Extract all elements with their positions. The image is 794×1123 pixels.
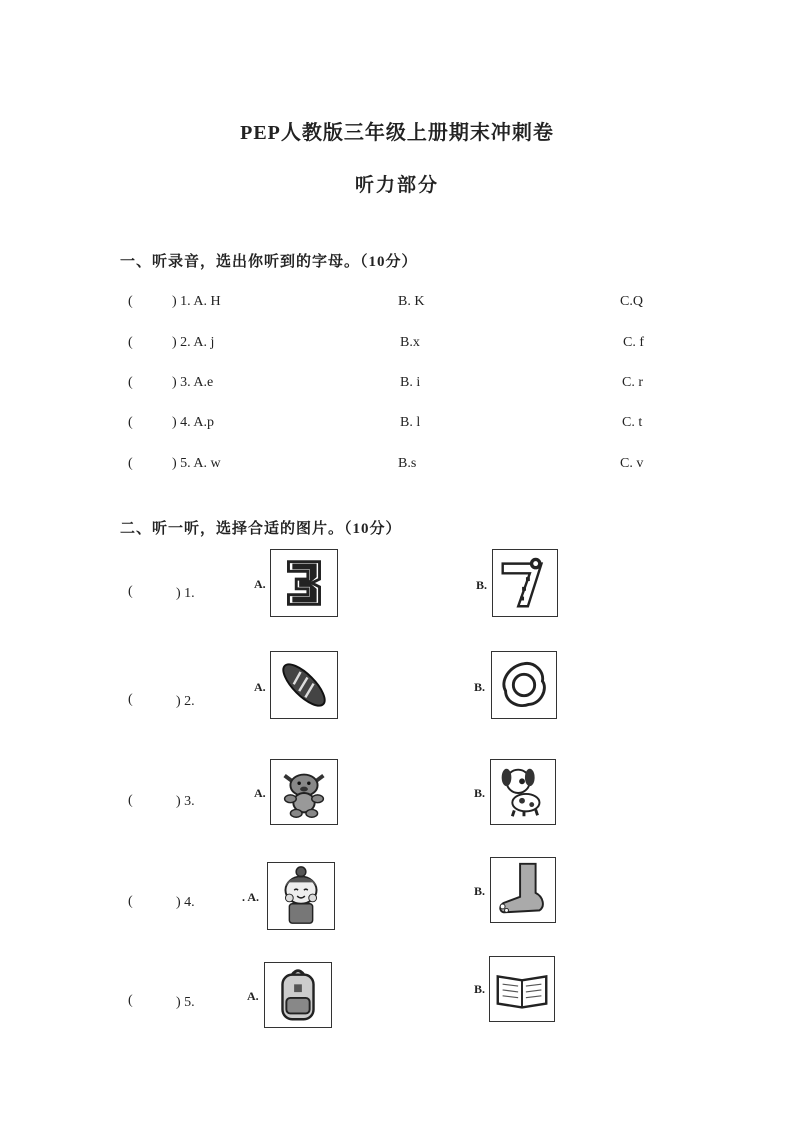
item-option-a: ) 5. A. w (172, 456, 221, 471)
option-a-label: . A. (242, 890, 260, 904)
part2-heading: 二、听一听，选择合适的图片。（10分） (120, 521, 402, 537)
answer-paren[interactable]: ( (128, 335, 133, 350)
item-option-b: B.x (400, 335, 420, 350)
part1-item (0, 375, 794, 395)
answer-paren[interactable]: ( (128, 692, 133, 707)
item-option-b: B. i (400, 375, 421, 390)
option-a-label: A. (254, 786, 266, 800)
item-option-c: C. t (622, 415, 643, 430)
teddy-bear-icon[interactable] (270, 759, 338, 825)
girl-face-icon[interactable] (267, 862, 335, 930)
bread-icon[interactable] (270, 651, 338, 719)
option-a-label: A. (254, 577, 266, 591)
item-option-c: C. f (623, 335, 644, 350)
item-option-c: C.Q (620, 294, 643, 309)
option-b-label: B. (474, 884, 486, 898)
answer-paren[interactable]: ( (128, 793, 133, 808)
egg-icon[interactable] (491, 651, 557, 719)
option-b-label: B. (474, 786, 486, 800)
option-a-label: A. (254, 680, 266, 694)
part1-item (0, 335, 794, 355)
dog-icon[interactable] (490, 759, 556, 825)
part1-item (0, 294, 794, 314)
foot-icon[interactable] (490, 857, 556, 923)
item-option-b: B. K (398, 294, 425, 309)
question-number: ) 2. (176, 694, 195, 709)
item-option-b: B.s (398, 456, 417, 471)
question-number: ) 4. (176, 895, 195, 910)
answer-paren[interactable]: ( (128, 584, 133, 599)
question-number: ) 3. (176, 794, 195, 809)
number-seven-giraffe-icon[interactable] (492, 549, 558, 617)
number-three-icon[interactable] (270, 549, 338, 617)
part1-item (0, 415, 794, 435)
item-option-a: ) 2. A. j (172, 335, 215, 350)
book-icon[interactable] (489, 956, 555, 1022)
option-b-label: B. (474, 982, 486, 996)
item-option-a: ) 1. A. H (172, 294, 221, 309)
question-number: ) 5. (176, 995, 195, 1010)
answer-paren[interactable]: ( (128, 375, 133, 390)
answer-paren[interactable]: ( (128, 993, 133, 1008)
answer-paren[interactable]: ( (128, 294, 133, 309)
answer-paren[interactable]: ( (128, 894, 133, 909)
answer-paren[interactable]: ( (128, 415, 133, 430)
option-a-label: A. (247, 989, 259, 1003)
item-option-b: B. l (400, 415, 421, 430)
page-title: PEP人教版三年级上册期末冲刺卷 (240, 122, 554, 144)
option-b-label: B. (474, 680, 486, 694)
answer-paren[interactable]: ( (128, 456, 133, 471)
school-bag-icon[interactable] (264, 962, 332, 1028)
item-option-c: C. v (620, 456, 644, 471)
item-option-a: ) 3. A.e (172, 375, 214, 390)
item-option-a: ) 4. A.p (172, 415, 214, 430)
question-number: ) 1. (176, 586, 195, 601)
option-b-label: B. (476, 578, 488, 592)
part1-heading: 一、听录音，选出你听到的字母。（10分） (120, 254, 418, 270)
item-option-c: C. r (622, 375, 643, 390)
page-subtitle: 听力部分 (354, 175, 439, 196)
part1-item (0, 456, 794, 476)
